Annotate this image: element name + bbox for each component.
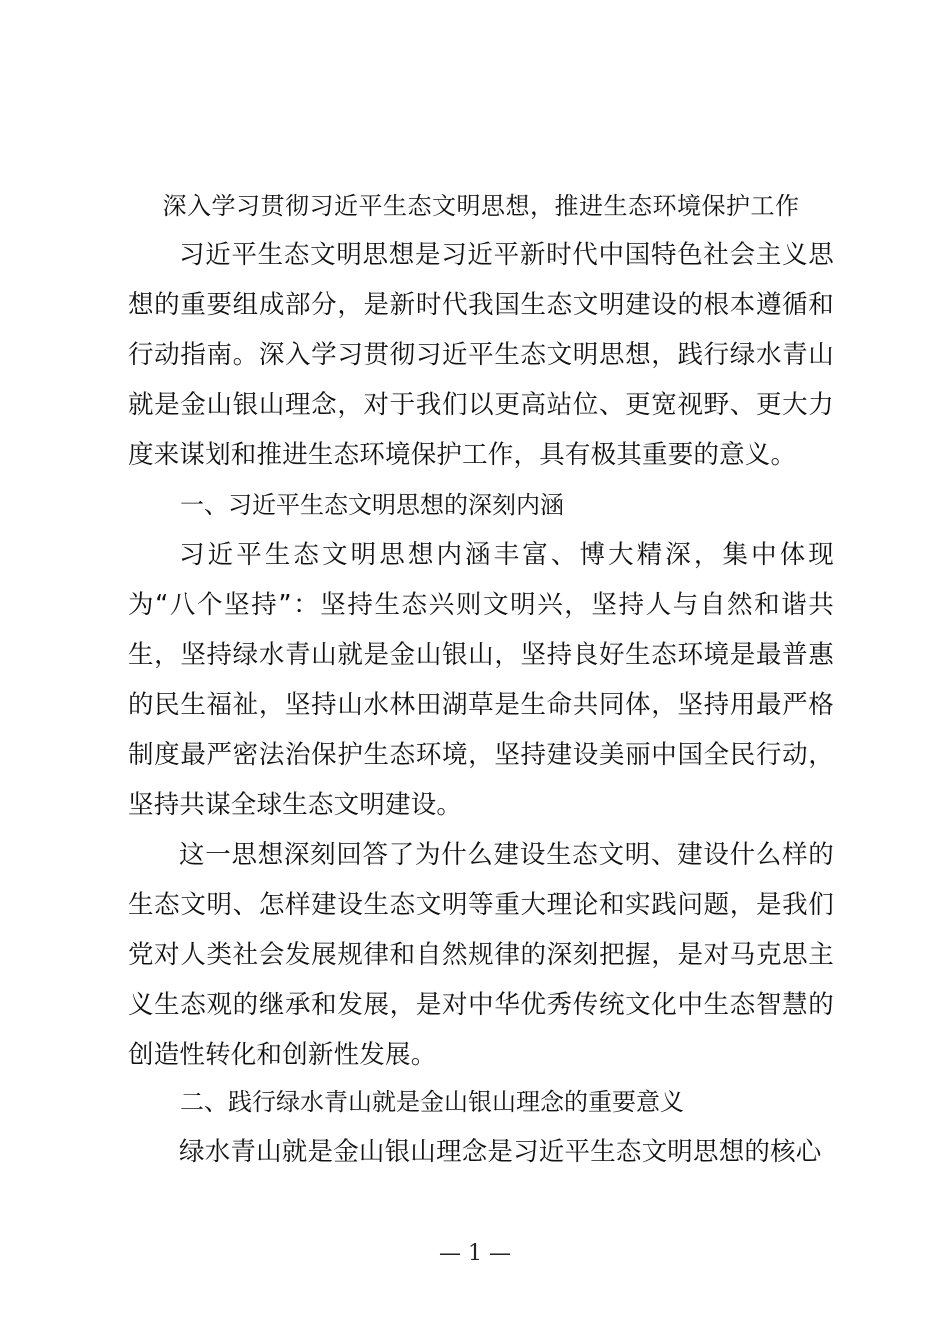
section-heading-1: 一、习近平生态文明思想的深刻内涵 — [180, 491, 564, 519]
page-number: — 1 — — [439, 1241, 511, 1266]
paragraph-core-concept: 绿水青山就是金山银山理念是习近平生态文明思想的核心 — [179, 1137, 822, 1167]
section-heading-2: 二、践行绿水青山就是金山银山理念的重要意义 — [180, 1088, 684, 1116]
paragraph-significance: 这一思想深刻回答了为什么建设生态文明、建设什么样的生态文明、怎样建设生态文明等重大理论和实践问题，是我们党对人类社会发展规律和自然规律的深刻把握，是对马克思主义生态观的继承和发展，是对中华优秀传统文化中生态智慧的创造性转化和创新性发展。 — [128, 840, 834, 1070]
paragraph-intro: 习近平生态文明思想是习近平新时代中国特色社会主义思想的重要组成部分，是新时代我国生态文明建设的根本遵循和行动指南。深入学习贯彻习近平生态文明思想，践行绿水青山就是金山银山理念，对于我们以更高站位、更宽视野、更大力度来谋划和推进生态环境保护工作，具有极其重要的意义。 — [128, 240, 834, 470]
document-title: 深入学习贯彻习近平生态文明思想，推进生态环境保护工作 — [162, 192, 800, 220]
paragraph-eight-principles: 习近平生态文明思想内涵丰富、博大精深，集中体现为“八个坚持”：坚持生态兴则文明兴，坚持人与自然和谐共生，坚持绿水青山就是金山银山，坚持良好生态环境是最普惠的民生福祉，坚持山水林田湖草是生命共同体，坚持用最严格制度最严密法治保护生态环境，坚持建设美丽中国全民行动，坚持共谋全球生态文明建设。 — [128, 540, 834, 820]
